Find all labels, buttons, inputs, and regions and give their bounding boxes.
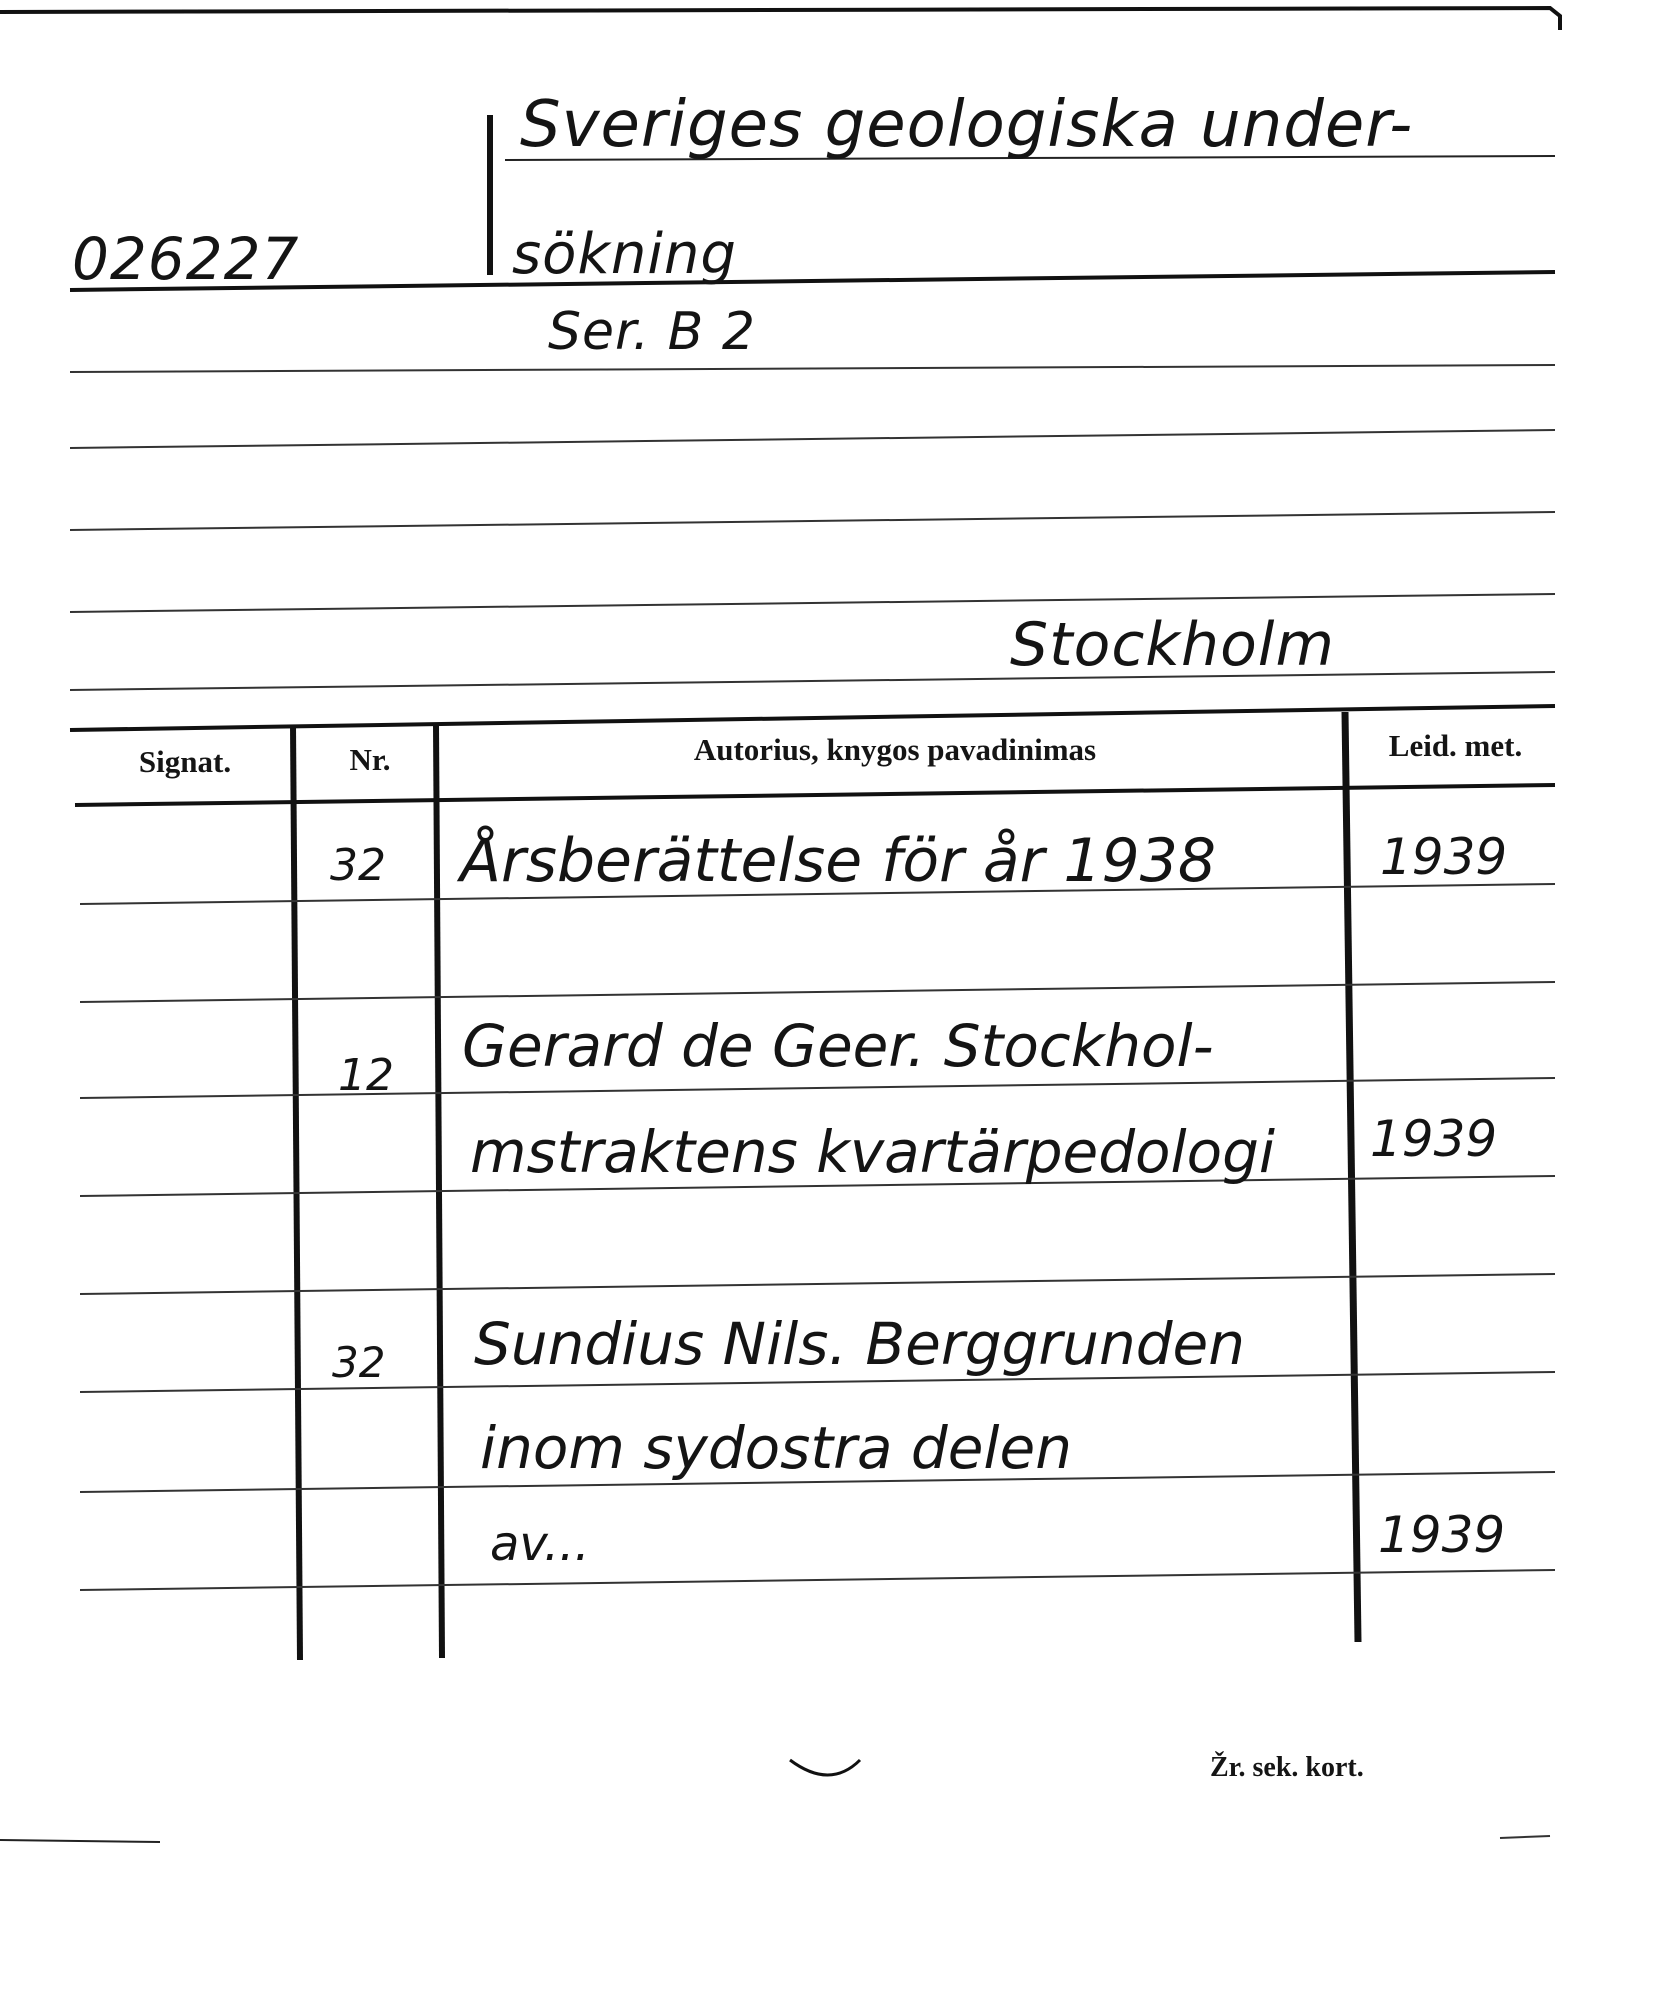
- title-line-1: Sveriges geologiska under-: [520, 88, 1414, 162]
- row-year: 1939: [1378, 1506, 1506, 1564]
- row-title-line: Årsberättelse för år 1938: [460, 826, 1217, 896]
- header-author-title: Autorius, knygos pavadinimas: [693, 732, 1097, 767]
- title-line-2: sökning: [512, 222, 737, 287]
- header-signat: Signat.: [138, 744, 232, 779]
- row-nr: 32: [330, 840, 386, 891]
- row-nr: 12: [338, 1050, 394, 1101]
- row-year: 1939: [1380, 828, 1508, 886]
- row-nr: 32: [332, 1338, 386, 1387]
- header-year: Leid. met.: [1388, 728, 1523, 763]
- row-title-line: Gerard de Geer. Stockhol-: [462, 1012, 1214, 1080]
- row-title-line: inom sydostra delen: [480, 1414, 1072, 1482]
- row-title-line: av...: [490, 1516, 590, 1572]
- card-number: 026227: [72, 225, 300, 293]
- row-year: 1939: [1370, 1110, 1498, 1168]
- footer-reference: Žr. sek. kort.: [1210, 1752, 1364, 1783]
- row-title-line: Sundius Nils. Berggrunden: [474, 1310, 1245, 1378]
- row-title-line: mstraktens kvartärpedologi: [470, 1118, 1276, 1186]
- header-nr: Nr.: [349, 742, 391, 777]
- series-number: Ser. B 2: [548, 302, 756, 362]
- place-of-publication: Stockholm: [1010, 610, 1335, 680]
